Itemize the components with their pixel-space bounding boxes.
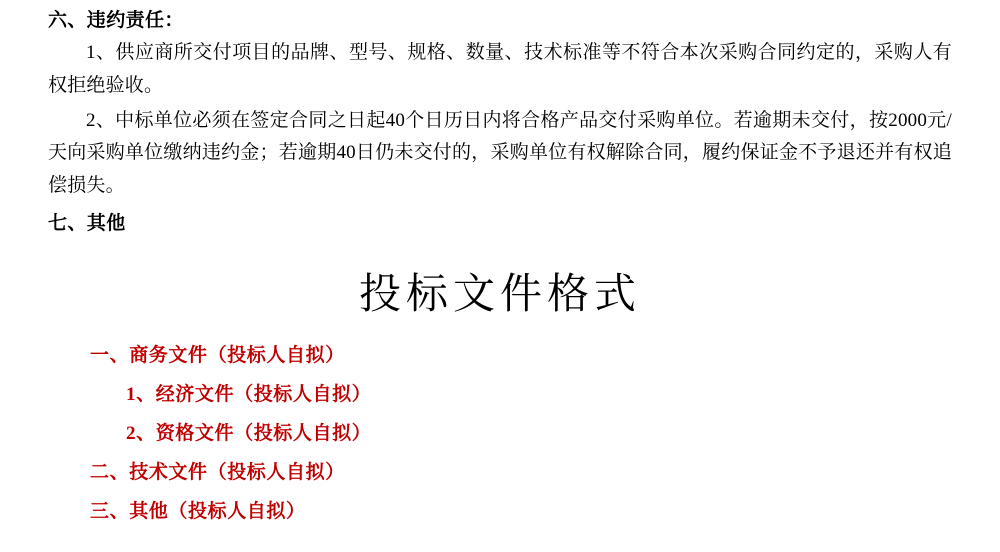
toc-item-other-file: 三、其他（投标人自拟） (90, 500, 306, 522)
clause-paragraph-1: 1、供应商所交付项目的品牌、型号、规格、数量、技术标准等不符合本次采购合同约定的，采购人有权拒绝验收。 (48, 42, 952, 97)
toc-item-economic-file: 1、经济文件（投标人自拟） (126, 384, 372, 406)
table-of-contents (0, 337, 1000, 532)
section-heading-other: 七、其他 (48, 212, 126, 234)
document-body (0, 0, 1000, 239)
clause-paragraph-2: 2、中标单位必须在签定合同之日起40个日历日内将合格产品交付采购单位。若逾期未交付，按2000元/天向采购单位缴纳违约金；若逾期40日仍未交付的，采购单位有权解除合同，履约保证金不予退还并有权追偿损失。 (48, 109, 952, 197)
page-title: 投标文件格式 (358, 272, 641, 319)
toc-item-business-file: 一、商务文件（投标人自拟） (90, 345, 345, 367)
toc-item-technical-file: 二、技术文件（投标人自拟） (90, 462, 345, 483)
toc-item-qualification-file: 2、资格文件（投标人自拟） (126, 423, 372, 445)
section-heading-liability: 六、违约责任： (48, 10, 184, 31)
